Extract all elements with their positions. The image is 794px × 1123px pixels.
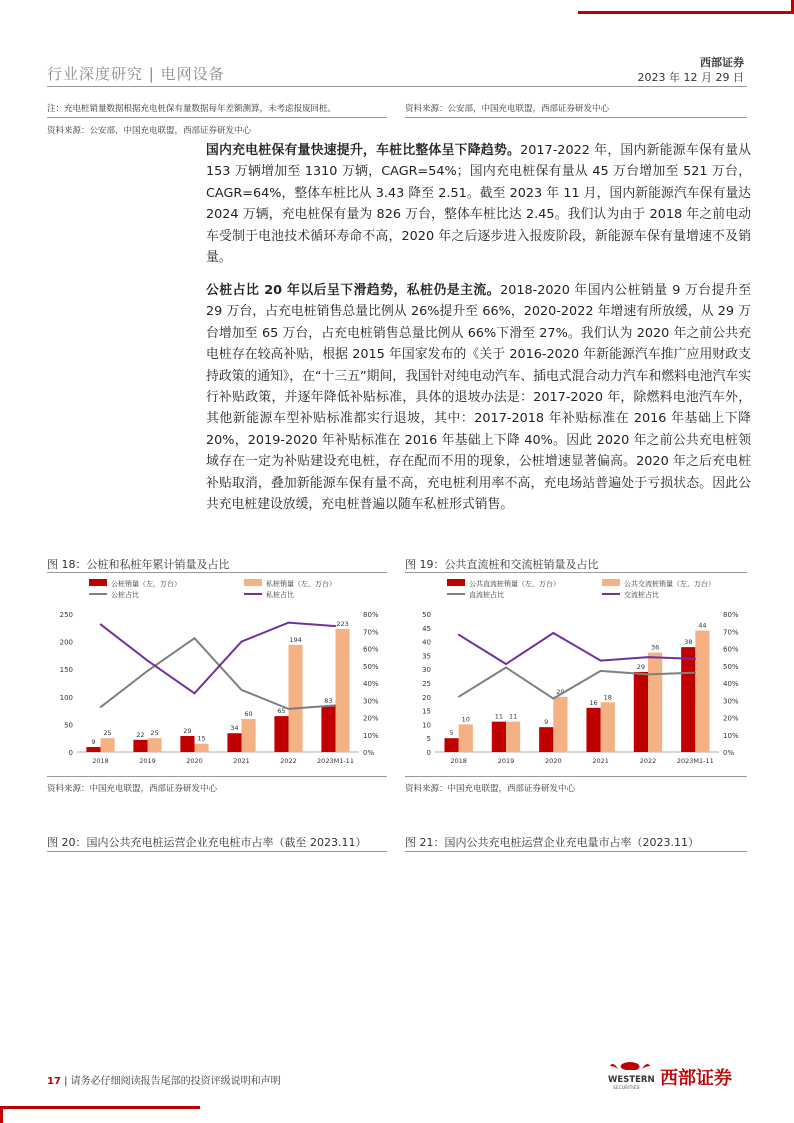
y-left-tick-label: 15 [422, 707, 431, 716]
line-point [458, 634, 460, 636]
y-left-tick-label: 25 [422, 680, 431, 688]
y-left-tick-label: 35 [422, 652, 431, 661]
chart-svg-19 [405, 574, 747, 774]
line-point [505, 667, 507, 669]
y-left-tick-label: 150 [59, 666, 73, 675]
y-right-tick-label: 10% [363, 731, 379, 740]
y-left-tick-label: 20 [422, 693, 431, 702]
bar-data-label: 20 [556, 687, 565, 696]
bar-data-label: 34 [230, 724, 239, 733]
x-tick-label: 2021 [592, 757, 609, 765]
corner-decoration-top [578, 0, 794, 14]
y-right-tick-label: 0% [723, 749, 735, 757]
line-point [241, 641, 243, 643]
header-category: 行业深度研究 | 电网设备 [47, 65, 225, 83]
bar-data-label: 16 [589, 698, 598, 707]
y-right-tick-label: 40% [723, 680, 739, 688]
y-left-tick-label: 50 [422, 611, 431, 619]
bar-data-label: 11 [494, 712, 504, 721]
y-right-tick-label: 0% [363, 749, 375, 757]
y-right-tick-label: 60% [723, 645, 739, 654]
y-right-tick-label: 20% [363, 714, 379, 723]
figure-18-source: 资料来源：中国充电联盟，西部证券研发中心 [47, 784, 218, 794]
line-point [147, 660, 149, 662]
bar [86, 747, 100, 752]
y-left-tick-label: 250 [59, 611, 73, 619]
paragraph-body: 2017-2022 年，国内新能源车保有量从 153 万辆增加至 1310 万辆，CAGR=54%；国内充电桩保有量从 45 万台增加至 521 万台，CAGR=64%，整体车桩比从 3.43 降至 2.51。截至 2023 年 11 月，国内新能源汽车保有量达 2024 万辆，充电桩保有量为 826 万台，整体车桩比达 2.45。我们认为由于 2018 年之前电动车受制于电池技术循环寿命不高，2020 年之后逐步进入报废阶段，新能源车保有量增速不及销量。 [206, 143, 752, 266]
y-right-tick-label: 40% [363, 680, 379, 688]
line-point [335, 625, 337, 627]
figure-19-source: 资料来源：中国充电联盟，西部证券研发中心 [405, 784, 576, 794]
bar [648, 653, 662, 752]
bar [289, 645, 303, 752]
line-point [100, 624, 102, 626]
note-sales-method: 注：充电桩销量数据根据充电桩保有量数据每年差额测算，未考虑报废回桩。 [47, 104, 337, 114]
legend-label: 私桩占比 [266, 591, 294, 599]
legend-swatch [244, 579, 262, 586]
figure-18-chart [47, 574, 387, 774]
line-point [335, 705, 337, 707]
footer [47, 1072, 281, 1087]
figure-20-divider [47, 851, 387, 852]
y-right-tick-label: 80% [363, 611, 379, 619]
y-right-tick-label: 80% [723, 611, 739, 619]
y-left-tick-label: 50 [64, 721, 73, 730]
y-right-tick-label: 50% [723, 662, 739, 671]
bar [459, 724, 473, 752]
x-tick-label: 2020 [545, 757, 562, 765]
line-point [647, 656, 649, 658]
line-point [695, 672, 697, 674]
logo-en-sub: SECURITIES [613, 1086, 640, 1090]
y-right-tick-label: 70% [363, 628, 379, 637]
source-note-right: 资料来源：公安部，中国充电联盟，西部证券研发中心 [405, 104, 610, 114]
figure-18-title: 图 18：公桩和私桩年累计销量及占比 [47, 558, 230, 571]
corner-decoration-bottom [0, 1106, 200, 1123]
line-point [147, 670, 149, 672]
bar [506, 722, 520, 752]
y-right-tick-label: 10% [723, 731, 739, 740]
y-left-tick-label: 200 [59, 638, 73, 647]
footer-separator: | [64, 1076, 71, 1087]
bar [242, 719, 256, 752]
bar-data-label: 9 [91, 738, 96, 747]
y-left-tick-label: 30 [422, 666, 431, 675]
figure-20-title: 图 20：国内公共充电桩运营企业充电桩市占率（截至 2023.11） [47, 836, 367, 849]
legend-label: 公桩销量（左，万台） [111, 580, 181, 588]
y-right-tick-label: 30% [723, 697, 739, 706]
bar-data-label: 15 [197, 734, 206, 743]
x-tick-label: 2019 [139, 757, 156, 765]
bar [195, 744, 209, 752]
x-tick-label: 2021 [233, 757, 250, 765]
figure-19-bottom-divider [405, 776, 747, 777]
y-left-tick-label: 100 [59, 693, 73, 702]
legend-label: 公桩占比 [111, 591, 139, 599]
logo-en: WESTERN [608, 1075, 655, 1085]
bar [634, 672, 648, 752]
line-point [288, 622, 290, 624]
y-left-tick-label: 45 [422, 624, 431, 633]
bar [133, 740, 147, 752]
figure-19-chart [405, 574, 747, 774]
legend-label: 私桩销量（左，万台） [266, 580, 336, 588]
note-divider-right [405, 117, 747, 118]
y-left-tick-label: 0 [68, 749, 73, 757]
bar [274, 716, 288, 752]
y-left-tick-label: 5 [426, 735, 431, 744]
paragraph-public-private [206, 280, 751, 515]
x-tick-label: 2020 [186, 757, 203, 765]
line-point [194, 693, 196, 695]
bar [227, 733, 241, 752]
bar-data-label: 25 [150, 729, 159, 738]
chart-svg-18 [47, 574, 387, 774]
note-divider-left [47, 117, 387, 118]
bar [101, 738, 115, 752]
bar-data-label: 194 [289, 635, 302, 644]
line-point [647, 674, 649, 676]
line-point [100, 706, 102, 708]
bar-data-label: 29 [183, 726, 192, 735]
y-left-tick-label: 10 [422, 721, 431, 730]
bar [444, 738, 458, 752]
bar-data-label: 223 [336, 619, 349, 628]
line-point [553, 632, 555, 634]
line-point [553, 698, 555, 700]
y-right-tick-label: 70% [723, 628, 739, 637]
bar [695, 631, 709, 752]
bar-data-label: 9 [544, 718, 549, 727]
x-tick-label: 2023M1-11 [676, 757, 714, 765]
line-point [194, 637, 196, 639]
figure-19-title: 图 19：公共直流桩和交流桩销量及占比 [405, 558, 599, 571]
bar-data-label: 65 [277, 707, 286, 716]
bar [681, 647, 695, 752]
line-point [600, 670, 602, 672]
bar-data-label: 22 [136, 730, 145, 739]
legend-swatch [447, 579, 465, 586]
y-right-tick-label: 20% [723, 714, 739, 723]
bar [492, 722, 506, 752]
bar [321, 706, 335, 752]
bar-data-label: 10 [461, 715, 470, 724]
paragraph-charging-stock [206, 140, 751, 268]
paragraph-heading: 国内充电桩保有量快速提升，车桩比整体呈下降趋势。 [206, 143, 521, 158]
x-tick-label: 2019 [497, 757, 515, 765]
line-point [458, 696, 460, 698]
y-left-tick-label: 0 [426, 749, 431, 757]
bar-data-label: 5 [449, 729, 454, 738]
x-tick-label: 2022 [280, 757, 297, 765]
bar-data-label: 18 [603, 693, 612, 702]
legend-label: 公共直流桩销量（左，万台） [469, 580, 560, 588]
x-tick-label: 2022 [639, 757, 657, 765]
bar-data-label: 83 [324, 697, 333, 706]
y-right-tick-label: 30% [363, 697, 379, 706]
legend-swatch [602, 579, 620, 586]
bar-data-label: 11 [508, 712, 518, 721]
legend-swatch [89, 579, 107, 586]
bar [586, 708, 600, 752]
bull-logo-icon [608, 1060, 748, 1090]
line-point [241, 689, 243, 691]
footer-disclaimer: 请务必仔细阅读报告尾部的投资评级说明和声明 [70, 1076, 281, 1087]
line-point [695, 658, 697, 660]
x-tick-label: 2018 [92, 757, 109, 765]
header-divider [47, 86, 747, 87]
paragraph-heading: 公桩占比 20 年以后呈下滑趋势，私桩仍是主流。 [206, 283, 501, 298]
line-point [288, 708, 290, 710]
legend-label: 公共交流桩销量（左，万台） [624, 580, 715, 588]
bar [180, 736, 194, 752]
legend-label: 直流桩占比 [469, 591, 504, 599]
header-date: 2023 年 12 月 29 日 [637, 71, 744, 84]
bar-data-label: 38 [684, 638, 693, 647]
header-company: 西部证券 [700, 56, 744, 69]
figure-18-bottom-divider [47, 776, 387, 777]
logo-cn: 西部证券 [660, 1068, 732, 1089]
line-point [505, 663, 507, 665]
y-left-tick-label: 40 [422, 638, 431, 647]
paragraph-body: 2018-2020 年国内公桩销量 9 万台提升至 29 万台，占充电桩销售总量比例从 26%提升至 66%，2020-2022 年增速有所放缓，从 29 万台增加至 65 万台，占充电桩销售总量比例从 66%下滑至 27%。我们认为 2020 年之前公共充电桩存在较高补贴，根据 2015 年国家发布的《关于 2016-2020 年新能源汽车推广应用财政支持政策的通知》，在“十三五”期间，我国针对纯电动汽车、插电式混合动力汽车和燃料电池汽车实行补贴政策，并逐年降低补贴标准，具体的退坡办法是：2017-2020 年，除燃料电池汽车外，其他新能源车型补贴标准都实行退坡，其中：2017-2018 年补贴标准在 2016 年基础上下降 20%，2019-2020 年补贴标准在 2016 年基础上下降 40%。因此 2020 年之前公共充电桩领域存在一定为补贴建设充电桩，存在配而不用的现象，公桩增速显著偏高。2020 年之后充电桩补贴取消，叠加新能源车保有量不高，充电桩利用率不高，充电场站普遍处于亏损状态。因此公共充电桩建设放缓，充电桩普遍以随车私桩形式销售。 [206, 283, 751, 513]
bar [336, 629, 350, 752]
x-tick-label: 2023M1-11 [317, 757, 354, 765]
figure-18-divider [47, 572, 387, 573]
bar [553, 697, 567, 752]
bar-data-label: 36 [650, 643, 660, 652]
source-note-left: 资料来源：公安部，中国充电联盟，西部证券研发中心 [47, 126, 252, 136]
bar-data-label: 25 [103, 729, 112, 738]
bar [601, 702, 615, 752]
y-right-tick-label: 60% [363, 645, 379, 654]
page-number: 17 [47, 1076, 61, 1087]
bar-data-label: 44 [698, 621, 707, 630]
figure-21-title: 图 21：国内公共充电桩运营企业充电量市占率（2023.11） [405, 836, 699, 849]
company-logo [608, 1060, 748, 1090]
line-point [600, 660, 602, 662]
x-tick-label: 2018 [450, 757, 467, 765]
y-right-tick-label: 50% [363, 662, 379, 671]
bar-data-label: 60 [244, 709, 253, 718]
bar [539, 727, 553, 752]
figure-19-divider [405, 572, 747, 573]
legend-label: 交流桩占比 [624, 591, 659, 599]
bar-data-label: 29 [636, 662, 646, 671]
bar [148, 738, 162, 752]
figure-21-divider [405, 851, 747, 852]
